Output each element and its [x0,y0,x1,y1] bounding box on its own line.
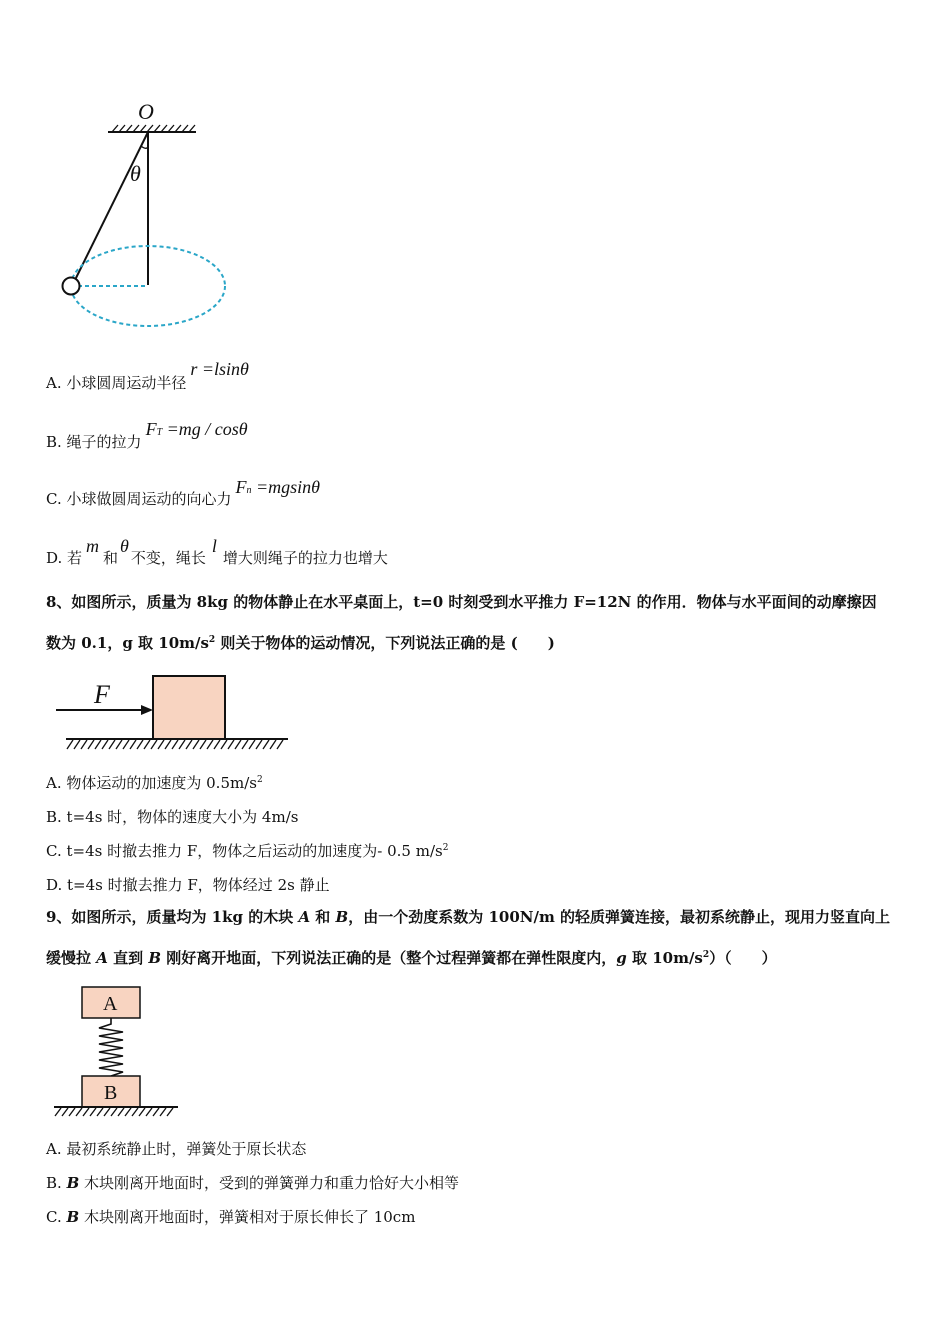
option-text: A. 小球圆周运动半径 [46,374,187,392]
block-label-b: B [104,1082,118,1104]
angle-label-theta: θ [130,161,141,186]
conical-pendulum-figure [50,95,250,335]
option-9a: A. 最初系统静止时，弹簧处于原长状态 [46,1140,307,1158]
block-label-a: A [103,993,118,1015]
option-8d: D. t=4s 时撤去推力 F，物体经过 2s 静止 [46,876,330,894]
force-label-f: F [94,680,110,709]
pivot-label-o: O [138,99,154,124]
option-7c [46,477,320,509]
option-7d: D. 若m和θ不变，绳长l增大则绳子的拉力也增大 [46,536,388,567]
option-text: B. 绳子的拉力 [46,433,142,451]
formula-tension: FT =mg / cosθ [145,419,248,439]
option-7b [46,419,248,452]
question-9-stem: 9、如图所示，质量均为 1kg 的木块 A 和 B，由一个劲度系数为 100N/m 的轻质弹簧连接，最初系统静止，现用力竖直向上 缓慢拉 A 直到 B 刚好离开地面，下列说法正确的是（整个过程弹簧都在弹性限度内，g 取 $10m/s^2$）（ ） [46,908,891,967]
spring-blocks-figure [48,983,188,1123]
option-9c: C. B 木块刚离开地面时，弹簧相对于原长伸长了 10cm [46,1208,416,1226]
formula-centripetal: Fn =mgsinθ [235,477,320,497]
block-force-figure [50,668,300,758]
option-8c: C. t=4s 时撤去推力 F，物体之后运动的加速度为- 0.5 $m/s^2$ [46,842,449,860]
option-8a: A. 物体运动的加速度为 $0.5m/s^2$ [46,774,263,792]
question-8-stem: 8、如图所示，质量为 8kg 的物体静止在水平桌面上，t=0 时刻受到水平推力 F=12N 的作用．物体与水平面间的动摩擦因 数为 0.1，g 取 $10m/s^2$ 则关于物体的运动情况，下列说法正确的是 ( ) [46,593,877,652]
formula-radius: r =lsinθ [190,359,249,379]
option-7a [46,359,249,393]
option-8b: B. t=4s 时，物体的速度大小为 4m/s [46,808,299,826]
option-text: C. 小球做圆周运动的向心力 [46,490,232,508]
option-9b: B. B 木块刚离开地面时，受到的弹簧弹力和重力恰好大小相等 [46,1174,460,1192]
